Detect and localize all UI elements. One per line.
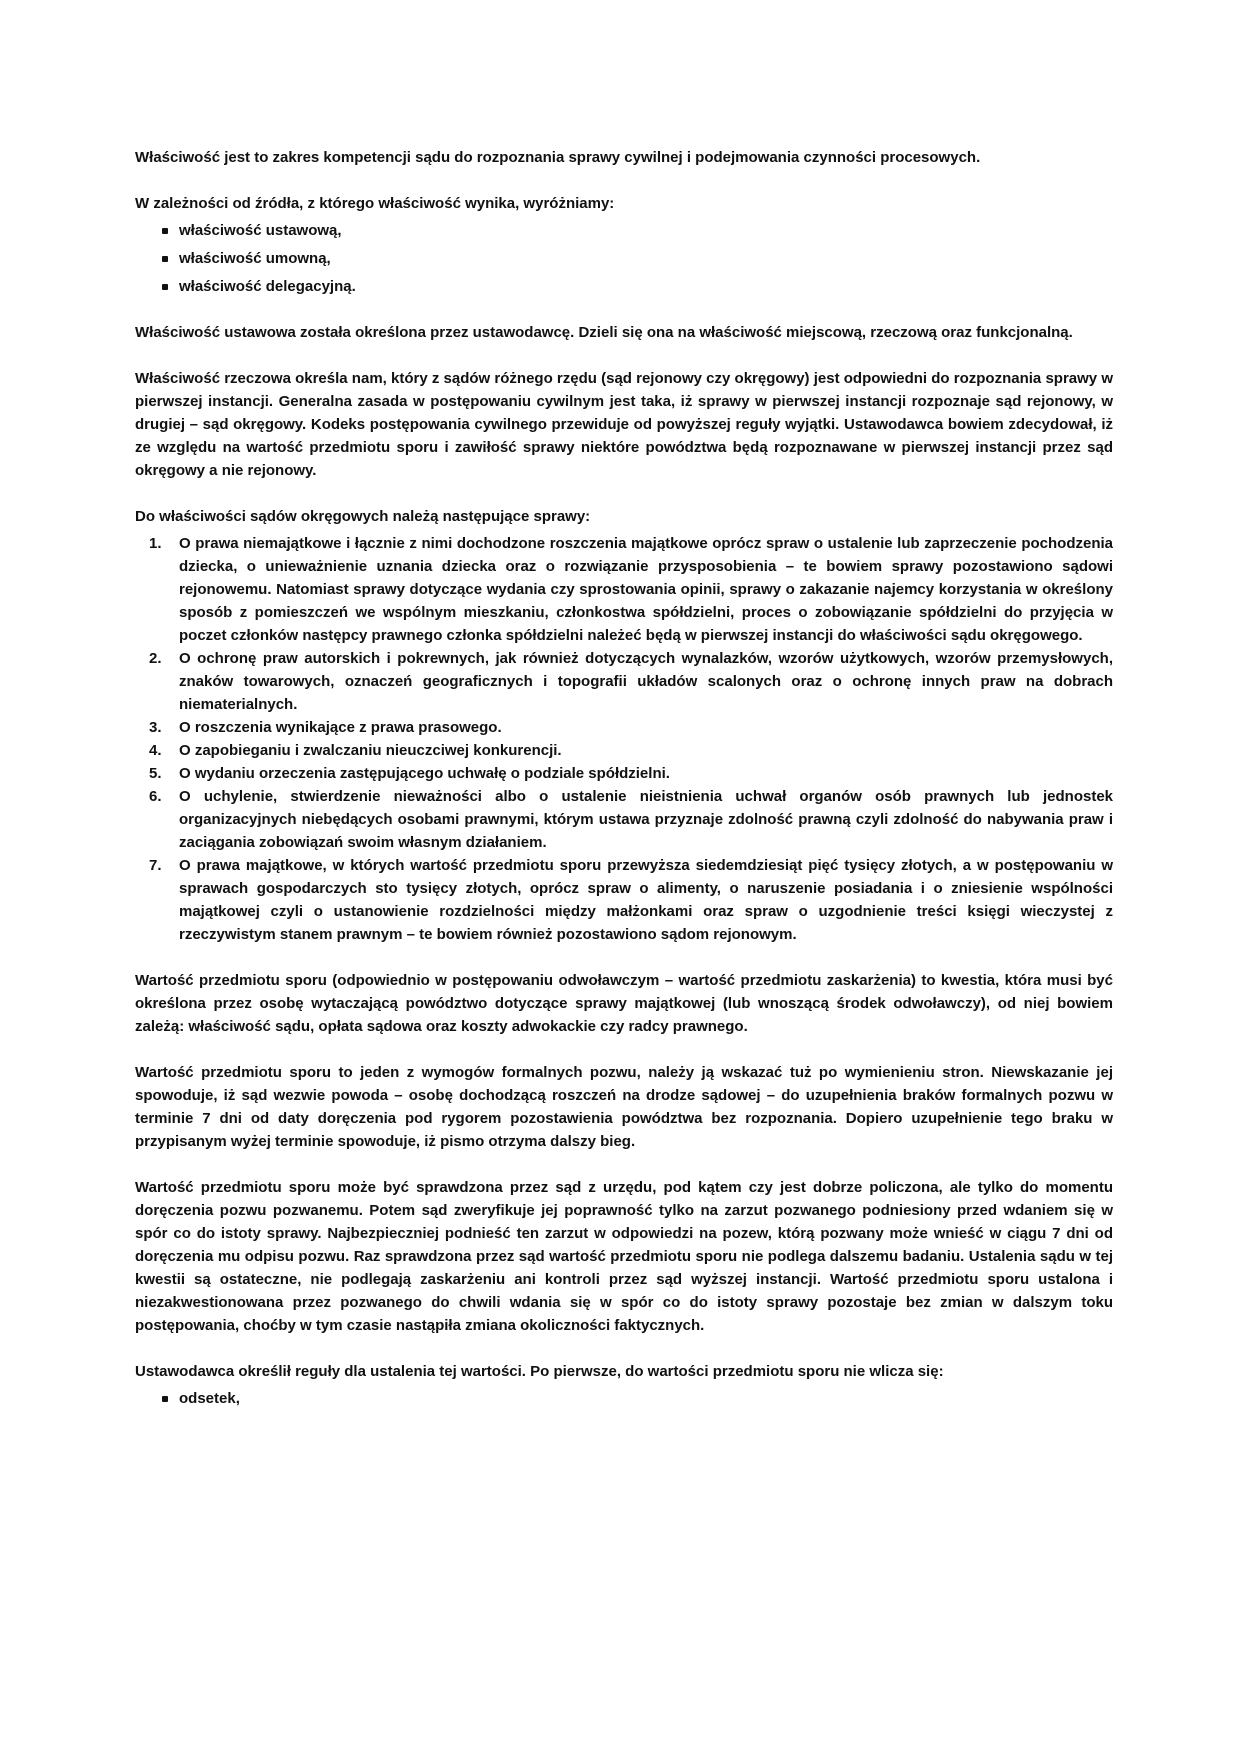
value-rules-intro: Ustawodawca określił reguły dla ustalenia tej wartości. Po pierwsze, do wartości przedmiotu sporu nie wlicza się: xyxy=(135,1363,944,1380)
jurisdiction-sources-intro: W zależności od źródła, z którego właściwość wynika, wyróżniamy: xyxy=(135,195,615,212)
item-number: 7. xyxy=(149,857,162,874)
value-of-dispute-definition-paragraph: Wartość przedmiotu sporu (odpowiednio w postępowaniu odwoławczym – wartość przedmiotu zaskarżenia) to kwestia, która musi być określona przez osobę wytaczającą powództwo dotyczące sprawy majątkowej (lub wnoszącą środek odwoławczy), od niej bowiem zależą: właściwość sądu, opłata sądowa oraz koszty adwokackie czy radcy prawnego. xyxy=(135,972,1113,1035)
bullet-icon xyxy=(162,228,168,234)
numbered-item xyxy=(135,716,1113,739)
numbered-item xyxy=(135,739,1113,762)
item-text: odsetek, xyxy=(179,1390,240,1407)
item-text: O wydaniu orzeczenia zastępującego uchwałę o podziale spółdzielni. xyxy=(179,765,670,782)
bullet-icon xyxy=(162,256,168,262)
item-text: właściwość umowną, xyxy=(179,250,331,267)
item-text: O prawa majątkowe, w których wartość przedmiotu sporu przewyższa siedemdziesiąt pięć tysięcy złotych, a w postępowaniu w sprawach gospodarczych sto tysięcy złotych, oprócz spraw o alimenty, o naruszenie posiadania i o zniesienie wspólności majątkowej czyli o ustanowienie rozdzielności między małżonkami oraz spraw o uzgodnienie treści księgi wieczystej z rzeczywistym stanem prawnym – te bowiem również pozostawiono sądom rejonowym. xyxy=(179,857,1113,943)
value-formal-requirement-paragraph: Wartość przedmiotu sporu to jeden z wymogów formalnych pozwu, należy ją wskazać tuż po wymienieniu stron. Niewskazanie jej spowoduje, iż sąd wezwie powoda – osobę dochodzącą roszczeń na drodze sądowej – do uzupełnienia braków formalnych pozwu w terminie 7 dni od daty doręczenia pod rygorem pozostawienia powództwa bez rozpoznania. Dopiero uzupełnienie tego braku w przypisanym wyżej terminie spowoduje, iż pismo otrzyma dalszy bieg. xyxy=(135,1064,1113,1150)
bullet-item xyxy=(135,275,1113,298)
jurisdiction-types-list xyxy=(135,219,1113,298)
item-number: 1. xyxy=(149,535,162,552)
numbered-item xyxy=(135,785,1113,854)
value-verification-paragraph: Wartość przedmiotu sporu może być sprawdzona przez sąd z urzędu, pod kątem czy jest dobrze policzona, ale tylko do momentu doręczenia pozwu pozwanemu. Potem sąd zweryfikuje jej poprawność tylko na zarzut pozwanego podniesiony przed wdaniem się w spór co do istoty sprawy. Najbezpieczniej podnieść ten zarzut w odpowiedzi na pozew, którą pozwany może wnieść w ciągu 7 dni od doręczenia mu odpisu pozwu. Raz sprawdzona przez sąd wartość przedmiotu sporu nie podlega dalszemu badaniu. Ustalenia sądu w tej kwestii są ostateczne, nie podlegają zaskarżeniu ani kontroli przez sąd wyższej instancji. Wartość przedmiotu sporu ustalona i niezakwestionowana przez pozwanego do chwili wdania się w spór co do istoty sprawy pozostaje bez zmian w dalszym toku postępowania, choćby w tym czasie nastąpiła zmiana okoliczności faktycznych. xyxy=(135,1179,1113,1334)
item-text: O prawa niemajątkowe i łącznie z nimi dochodzone roszczenia majątkowe oprócz spraw o ustalenie lub zaprzeczenie pochodzenia dziecka, o unieważnienie uznania dziecka oraz o rozwiązanie przysposobienia – te bowiem sprawy pozostawiono sądowi rejonowemu. Natomiast sprawy dotyczące wydania czy sprostowania opinii, sprawy o zakazanie najemcy korzystania w określony sposób z pomieszczeń we wspólnym mieszkaniu, członkostwa spółdzielni, proces o zobowiązanie spółdzielni do przyjęcia w poczet członków następcy prawnego członka spółdzielni należeć będą w pierwszej instancji do właściwości sądu okręgowego. xyxy=(179,535,1113,644)
bullet-icon xyxy=(162,1396,168,1402)
item-text: właściwość ustawową, xyxy=(179,222,342,239)
bullet-item xyxy=(135,219,1113,242)
subject-matter-jurisdiction-paragraph: Właściwość rzeczowa określa nam, który z sądów różnego rzędu (sąd rejonowy czy okręgowy) jest odpowiedni do rozpoznania sprawy w pierwszej instancji. Generalna zasada w postępowaniu cywilnym jest taka, iż sprawy w pierwszej instancji rozpoznaje sąd rejonowy, w drugiej – sąd okręgowy. Kodeks postępowania cywilnego przewiduje od powyższej reguły wyjątki. Ustawodawca bowiem zdecydował, iż ze względu na wartość przedmiotu sporu i zawiłość sprawy niektóre powództwa będą rozpoznawane w pierwszej instancji przez sąd okręgowy a nie rejonowy. xyxy=(135,370,1113,479)
document-content xyxy=(135,146,1113,1433)
item-number: 5. xyxy=(149,765,162,782)
bullet-icon xyxy=(162,284,168,290)
item-text: O uchylenie, stwierdzenie nieważności albo o ustalenie nieistnienia uchwał organów osób prawnych lub jednostek organizacyjnych niebędących osobami prawnymi, którym ustawa przyznaje zdolność prawną czyli zdolność do nabywania praw i zaciągania zobowiązań swoim własnym działaniem. xyxy=(179,788,1113,851)
statutory-jurisdiction-paragraph: Właściwość ustawowa została określona przez ustawodawcę. Dzieli się ona na właściwość miejscową, rzeczową oraz funkcjonalną. xyxy=(135,324,1073,341)
item-number: 6. xyxy=(149,788,162,805)
numbered-item xyxy=(135,532,1113,647)
item-text: właściwość delegacyjną. xyxy=(179,278,356,295)
district-court-cases-list xyxy=(135,532,1113,946)
item-text: O zapobieganiu i zwalczaniu nieuczciwej konkurencji. xyxy=(179,742,562,759)
bullet-item xyxy=(135,247,1113,270)
numbered-item xyxy=(135,762,1113,785)
district-court-cases-intro: Do właściwości sądów okręgowych należą następujące sprawy: xyxy=(135,508,591,525)
item-number: 2. xyxy=(149,650,162,667)
bullet-item xyxy=(135,1387,1113,1410)
item-text: O ochronę praw autorskich i pokrewnych, jak również dotyczących wynalazków, wzorów użytkowych, wzorów przemysłowych, znaków towarowych, oznaczeń geograficznych i topografii układów scalonych oraz o ochronę innych praw na dobrach niematerialnych. xyxy=(179,650,1113,713)
numbered-item xyxy=(135,854,1113,946)
item-number: 4. xyxy=(149,742,162,759)
item-text: O roszczenia wynikające z prawa prasowego. xyxy=(179,719,502,736)
value-exclusions-list xyxy=(135,1387,1113,1410)
item-number: 3. xyxy=(149,719,162,736)
numbered-item xyxy=(135,647,1113,716)
jurisdiction-definition-paragraph: Właściwość jest to zakres kompetencji sądu do rozpoznania sprawy cywilnej i podejmowania czynności procesowych. xyxy=(135,149,981,166)
